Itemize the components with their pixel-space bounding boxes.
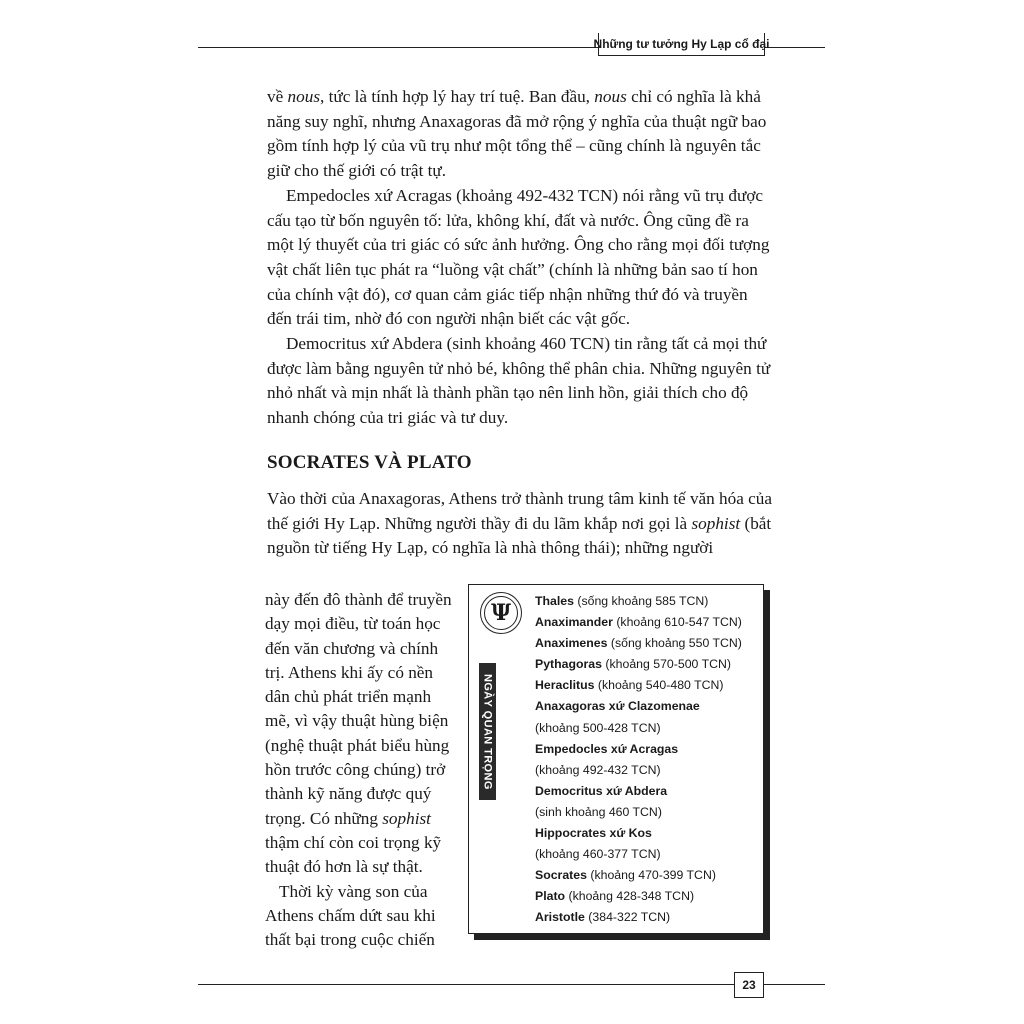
timeline-name: Heraclitus: [535, 678, 595, 693]
timeline-name: Anaxagoras xứ Clazomenae: [535, 699, 700, 714]
emblem-glyph: Ψ: [484, 596, 518, 630]
timeline-entry: [535, 907, 763, 928]
timeline-entry: [535, 696, 763, 717]
timeline-dates: (khoảng 428-348 TCN): [565, 889, 695, 904]
timeline-dates: (sống khoảng 550 TCN): [607, 636, 742, 651]
narrow-column-text: [265, 588, 455, 952]
vertical-label-bar: [479, 663, 496, 800]
timeline-entry: [535, 718, 763, 739]
timeline-dates: (khoảng 470-399 TCN): [586, 868, 716, 883]
timeline-entry: [535, 675, 763, 696]
psi-emblem-icon: [480, 592, 522, 634]
timeline-entry: [535, 591, 763, 612]
timeline-entry: [535, 760, 763, 781]
timeline-name: Anaximenes: [535, 636, 608, 651]
paragraph-empedocles: Empedocles xứ Acragas (khoảng 492-432 TCN) nói rằng vũ trụ được cấu tạo từ bốn nguyên tố: lửa, không khí, đất và nước. Ông cũng đề ra một lý thuyết của tri giác có sức ảnh hưởng. Ông cho rằng mọi đối tượng vật chất liên tục phát ra “luồng vật chất” (chính là những bản sao tí hon của chính vật đó), cơ quan cảm giác tiếp nhận những thứ đó và truyền đến trái tim, nhờ đó con người nhận biết các vật gốc.: [267, 185, 770, 329]
timeline-entry: [535, 633, 763, 654]
timeline-entry: [535, 654, 763, 675]
timeline-dates: (sống khoảng 585 TCN): [573, 594, 709, 608]
running-header: [593, 33, 770, 56]
paragraph-athens-intro: Vào thời của Anaxagoras, Athens trở thành trung tâm kinh tế văn hóa của thế giới Hy Lạp. Những người thầy đi du lãm khắp nơi gọi là sophist (bắt nguồn từ tiếng Hy Lạp, có nghĩa là nhà thông thái); những người: [267, 489, 773, 558]
timeline-list: [535, 591, 763, 929]
timeline-name: Plato: [535, 889, 566, 904]
running-header-title: Những tư tưởng Hy Lạp cổ đại: [593, 37, 770, 51]
header-rule-left: [198, 47, 598, 48]
body-text-top: [267, 85, 775, 431]
page-number-box: [734, 972, 764, 998]
section-heading: SOCRATES VÀ PLATO: [267, 452, 472, 473]
timeline-entry: [535, 844, 763, 865]
italic-term: nous: [594, 87, 627, 106]
footer-rule-left: [198, 984, 734, 985]
important-dates-box: [468, 584, 764, 934]
paragraph-sophist: này đến đô thành để truyền dạy mọi điều, từ toán học đến văn chương và chính trị. Athens khi ấy có nền dân chủ phát triển mạnh mẽ, vì vậy thuật hùng biện (nghệ thuật phát biểu hùng hồn trước công chúng) trở thành kỹ năng được quý trọng. Có những sophist thậm chí còn coi trọng kỹ thuật đó hơn là sự thật.: [265, 590, 452, 877]
timeline-name: Anaximander: [535, 615, 613, 630]
italic-term: sophist: [382, 808, 431, 828]
page-number: 23: [742, 978, 756, 992]
timeline-dates: (khoảng 570-500 TCN): [601, 657, 731, 672]
timeline-name: Thales: [535, 594, 574, 608]
timeline-entry: [535, 739, 763, 760]
italic-term: sophist: [691, 513, 741, 533]
timeline-dates: (sinh khoảng 460 TCN): [535, 804, 662, 819]
section-intro: [267, 487, 775, 561]
paragraph-nous: về nous, tức là tính hợp lý hay trí tuệ. Ban đầu, nous chỉ có nghĩa là khả năng suy nghĩ, nhưng Anaxagoras đã mở rộng ý nghĩa của thuật ngữ bao gồm tính hợp lý của vũ trụ như một tổng thể – cũng chính là nguyên tắc giữ cho thế giới có trật tự.: [267, 87, 767, 181]
timeline-name: Empedocles xứ Acragas: [535, 741, 679, 756]
timeline-entry: [535, 802, 763, 823]
header-rule-right: [765, 47, 825, 48]
timeline-name: Democritus xứ Abdera: [535, 783, 668, 798]
timeline-dates: (khoảng 492-432 TCN): [535, 762, 661, 777]
vertical-label: NGÀY QUAN TRỌNG: [481, 673, 494, 790]
footer-rule-right: [764, 984, 825, 985]
timeline-dates: (384-322 TCN): [584, 910, 671, 925]
timeline-entry: [535, 823, 763, 844]
paragraph-golden-age: Thời kỳ vàng son của Athens chấm dứt sau khi thất bại trong cuộc chiến: [265, 881, 436, 950]
timeline-name: Aristotle: [535, 910, 585, 925]
timeline-entry: [535, 612, 763, 633]
timeline-dates: (khoảng 500-428 TCN): [535, 720, 661, 735]
timeline-name: Hippocrates xứ Kos: [535, 826, 652, 841]
italic-term: nous: [287, 87, 321, 106]
timeline-name: Pythagoras: [535, 657, 602, 672]
timeline-entry: [535, 865, 763, 886]
timeline-dates: (khoảng 540-480 TCN): [594, 678, 724, 693]
timeline-dates: (khoảng 460-377 TCN): [535, 847, 661, 862]
timeline-entry: [535, 886, 763, 907]
timeline-entry: [535, 781, 763, 802]
timeline-name: Socrates: [535, 868, 587, 883]
timeline-dates: (khoảng 610-547 TCN): [612, 615, 742, 630]
paragraph-democritus: Democritus xứ Abdera (sinh khoảng 460 TCN) tin rằng tất cả mọi thứ được làm bằng nguyên tử nhỏ bé, không thể phân chia. Những nguyên tử nhỏ nhất và mịn nhất là thành phần tạo nên linh hồn, giải thích cho độ nhanh chóng của tri giác và tư duy.: [267, 334, 771, 428]
